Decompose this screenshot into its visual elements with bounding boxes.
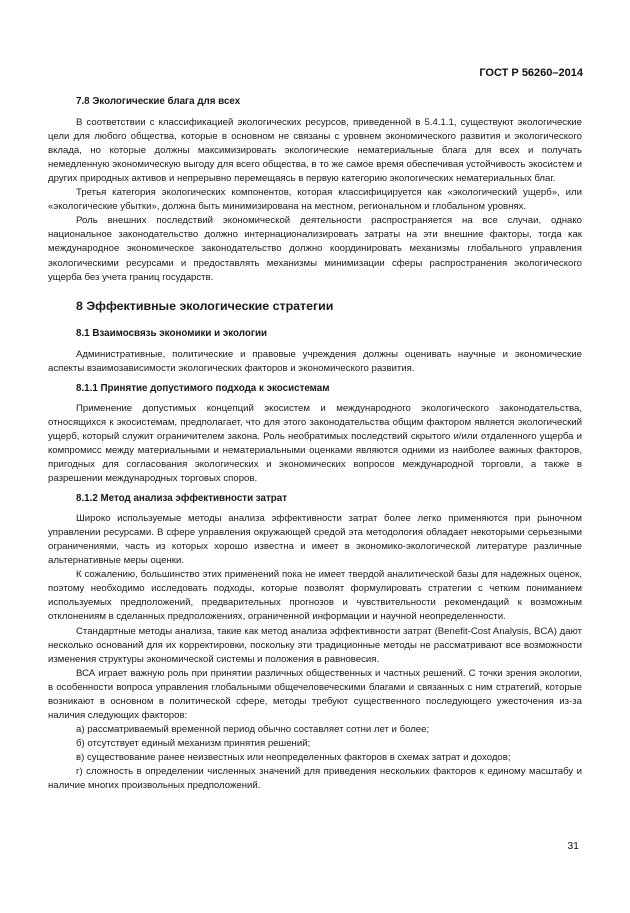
paragraph: К сожалению, большинство этих применений пока не имеет твердой аналитической базы для надежных оценок, поэтому необходимо исследовать подходы, которые позволят формулировать стратегии с четким пониманием используемых предположений, предварительных прогнозов и чувствительности рекомендаций к возможным отклонениям в сделанных предположениях, ограниченной информации и научной неопределенности. [48, 569, 582, 623]
paragraph: В соответствии с классификацией экологических ресурсов, приведенной в 5.4.1.1, существуют экологические цели для любого общества, которые в основном не связаны с уровнем экономического развития и экологического вклада, но которые должны максимизировать экологические нематериальные блага для всех и получать немедленную экономическую выгоду для всего общества, в то же самое время обеспечивая устойчивость экосистем и других природных активов и непрерывно перемещаясь в первую категорию экологических нематериальных благ. [48, 117, 582, 185]
paragraph: Роль внешних последствий экономической деятельности распространяется на все случаи, однако национальное законодательство должно интернационализировать затраты на эти внешние факторы, тогда как международное экономическое законодательство должно координировать механизмы глобального управления экологическими ресурсами и предоставлять механизмы минимизации сферы распространения экологического ущерба без учета границ государств. [48, 215, 582, 283]
list-item: г) сложность в определении численных значений для приведения нескольких факторов к единому масштабу и наличие многих произвольных предположений. [48, 765, 582, 792]
standard-number: ГОСТ Р 56260–2014 [479, 67, 583, 79]
section-heading-8-1-1: 8.1.1 Принятие допустимого подхода к экосистемам [76, 382, 330, 394]
section-heading-8-1-2: 8.1.2 Метод анализа эффективности затрат [76, 493, 288, 505]
paragraph: Административные, политические и правовые учреждения должны оценивать научные и экономические аспекты взаимозависимости экологических факторов и экономического развития. [48, 348, 582, 374]
paragraph: ВСА играет важную роль при принятии различных общественных и частных решений. С точки зрения экологии, в особенности вопроса управления глобальными общечеловеческими благами и связанных с ним стратегий, которые возникают в основном в политической сфере, методы требуют существенного последующего ужесточения из-за наличия следующих факторов: [48, 667, 582, 721]
list-item: в) существование ранее неизвестных или неопределенных факторов в схемах затрат и доходов; [76, 751, 511, 763]
chapter-heading-8: 8 Эффективные экологические стратегии [76, 298, 334, 313]
list-item: а) рассматриваемый временной период обычно составляет сотни лет и более; [76, 723, 430, 735]
page-number: 31 [567, 840, 579, 852]
section-heading-8-1: 8.1 Взаимосвязь экономики и экологии [76, 327, 268, 339]
paragraph: Применение допустимых концепций экосистем и международного экологического законодательства, относящихся к экосистемам, предполагает, что для этого законодательства общим фактором является экологический ущерб, который служит ограничителем закона. Роль необратимых последствий скрытого и/или отдаленного ущерба и компромисс между материальными и нематериальными оценками являются одними из наиболее важных факторов, пригодных для согласования экологических и экономических вопросов международной торговли, а также в разрешении международных торговых споров. [48, 402, 582, 485]
section-heading-7-8: 7.8 Экологические блага для всех [76, 96, 241, 107]
list-item: б) отсутствует единый механизм принятия решений; [76, 737, 311, 749]
paragraph: Третья категория экологических компонентов, которая классифицируется как «экологический ущерб», или «экологические убытки», должна быть минимизирована на местном, региональном и глобальном уровнях. [48, 187, 582, 213]
page-content [48, 95, 582, 793]
paragraph: Стандартные методы анализа, такие как метод анализа эффективности затрат (Benefit-Cost Analysis, BCA) дают несколько оснований для их корректировки, поскольку эти традиционные методы не рассматривают все возможности изменения структуры экономической системы и положения в равновесия. [48, 625, 582, 665]
paragraph: Широко используемые методы анализа эффективности затрат более легко применяются при рыночном управлении ресурсами. В сфере управления окружающей средой эта методология обладает некоторыми серьезными ограничениями, часть из которых хорошо известна и имеет в экономико-экологической литературе различные альтернативные меры оценки. [48, 513, 582, 567]
